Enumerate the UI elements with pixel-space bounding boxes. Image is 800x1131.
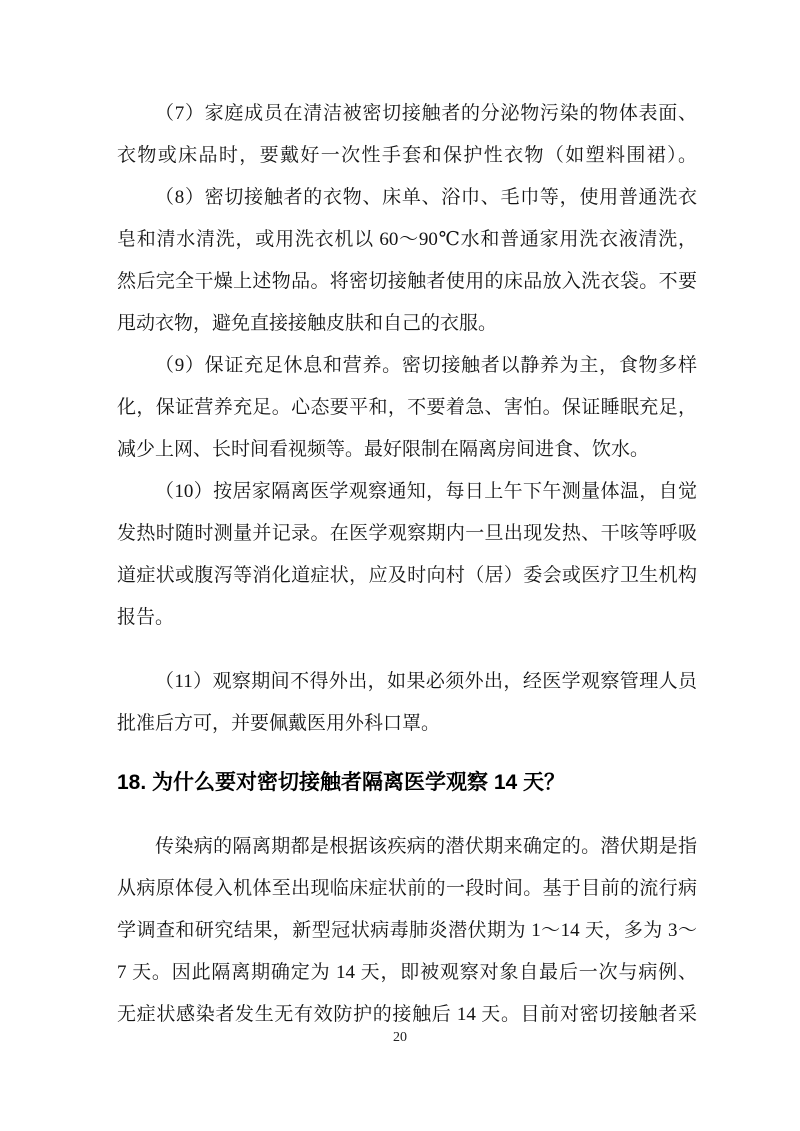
paragraph-10 — [117, 471, 697, 639]
paragraph-9 — [117, 345, 697, 471]
text-line: 甩动衣物，避免直接接触皮肤和自己的衣服。 — [117, 313, 498, 334]
text-line: 批准后方可，并要佩戴医用外科口罩。 — [117, 713, 441, 734]
text-line: 7 天。因此隔离期确定为 14 天，即被观察对象自最后一次与病例、 — [117, 962, 697, 983]
text-line: 从病原体侵入机体至出现临床症状前的一段时间。基于目前的流行病 — [117, 878, 697, 899]
text-line: 报告。 — [117, 607, 175, 628]
section-heading: 18. 为什么要对密切接触者隔离医学观察 14 天？ — [117, 771, 566, 794]
answer-paragraph — [117, 826, 697, 1036]
text-line: 化，保证营养充足。心态要平和，不要着急、害怕。保证睡眠充足， — [117, 397, 697, 418]
text-line: （10）按居家隔离医学观察通知，每日上午下午测量体温，自觉 — [155, 481, 697, 502]
paragraph-8 — [117, 177, 697, 345]
text-line: 减少上网、长时间看视频等。最好限制在隔离房间进食、饮水。 — [117, 439, 650, 460]
paragraph-11 — [117, 661, 697, 745]
text-line: 皂和清水清洗，或用洗衣机以 60～90℃水和普通家用洗衣液清洗， — [117, 229, 697, 250]
text-line: 发热时随时测量并记录。在医学观察期内一旦出现发热、干咳等呼吸 — [117, 523, 697, 544]
text-line: （9）保证充足休息和营养。密切接触者以静养为主，食物多样 — [155, 355, 697, 376]
text-line: 传染病的隔离期都是根据该疾病的潜伏期来确定的。潜伏期是指 — [155, 836, 697, 857]
paragraph-7 — [117, 93, 697, 177]
text-line: （7）家庭成员在清洁被密切接触者的分泌物污染的物体表面、 — [155, 103, 697, 124]
text-line: （8）密切接触者的衣物、床单、浴巾、毛巾等，使用普通洗衣 — [155, 187, 697, 208]
text-line: 无症状感染者发生无有效防护的接触后 14 天。目前对密切接触者采 — [117, 1004, 697, 1025]
text-line: （11）观察期间不得外出，如果必须外出，经医学观察管理人员 — [155, 671, 697, 692]
text-line: 然后完全干燥上述物品。将密切接触者使用的床品放入洗衣袋。不要 — [117, 271, 697, 292]
page-number: 20 — [393, 1030, 407, 1045]
text-line: 衣物或床品时，要戴好一次性手套和保护性衣物（如塑料围裙）。 — [117, 145, 697, 166]
text-line: 学调查和研究结果，新型冠状病毒肺炎潜伏期为 1～14 天，多为 3～ — [117, 920, 697, 941]
page-body — [117, 93, 697, 1036]
text-line: 道症状或腹泻等消化道症状，应及时向村（居）委会或医疗卫生机构 — [117, 565, 697, 586]
